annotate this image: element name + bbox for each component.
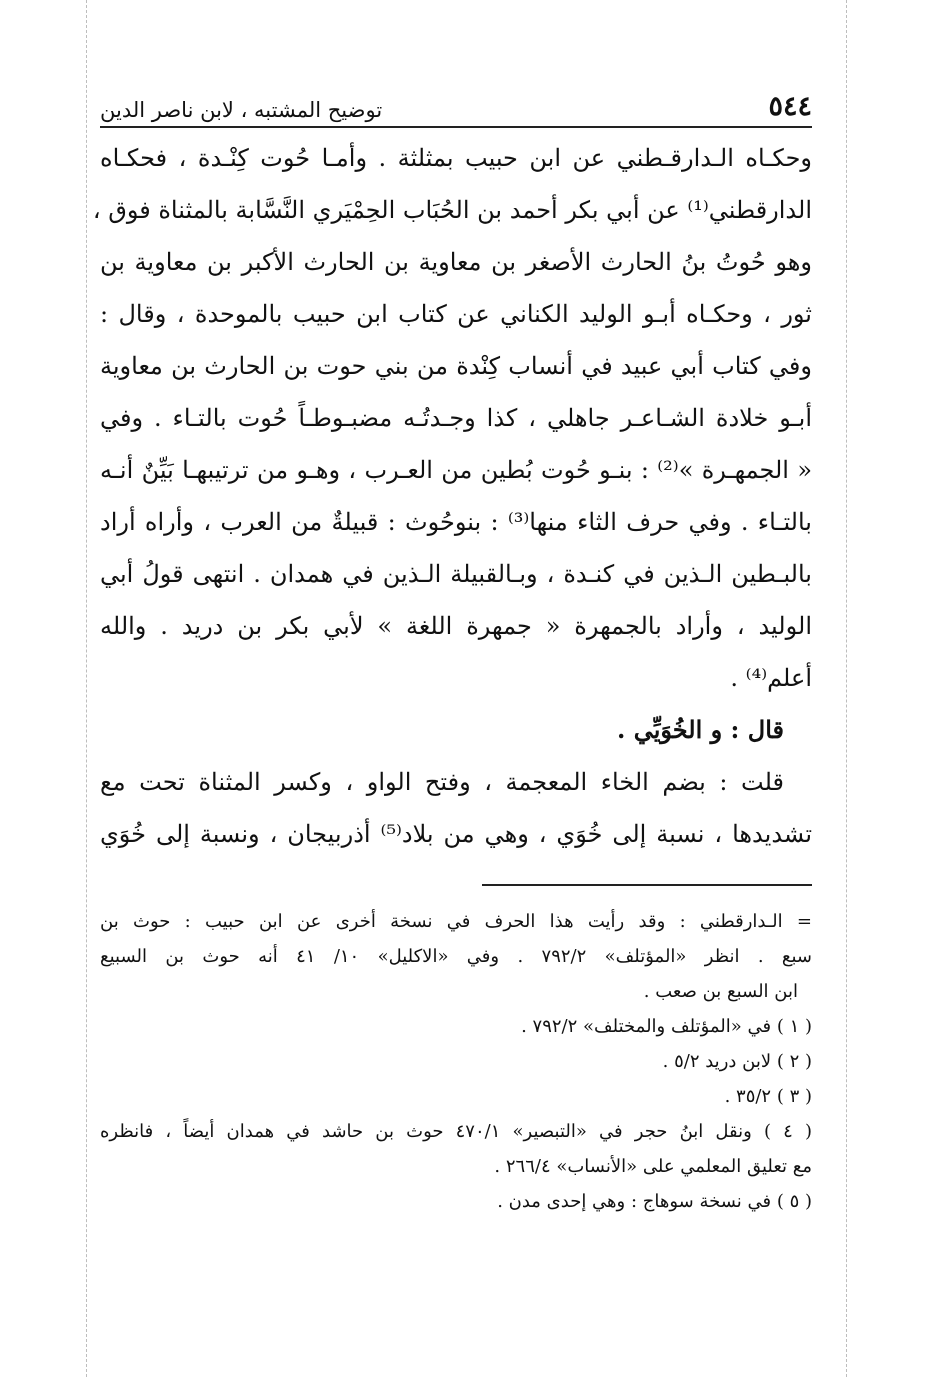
- page-header: [100, 80, 812, 128]
- running-title: توضيح المشتبه ، لابن ناصر الدين: [100, 98, 383, 122]
- body-text: [92, 132, 813, 860]
- footnote-continued-line: سبع . انظر «المؤتلف» ٧٩٢/٢ . وفي «الاكليل» ١٠/ ٤١ أنه حوث بن السبيع: [100, 946, 813, 967]
- page-number: ٥٤٤: [768, 91, 812, 122]
- body-line: بالبـطين الـذين في كنـدة ، وبـالقبيلة الـذين في همدان . انتهى قولُ أبي: [100, 560, 812, 588]
- scan-guide-right: [846, 0, 847, 1377]
- footnote-1: ( ١ ) في «المؤتلف والمختلف» ٧٩٢/٢ .: [521, 1016, 812, 1037]
- footnote-separator: [482, 884, 812, 886]
- footnote-4: ( ٤ ) ونقل ابنُ حجر في «التبصير» ٤٧٠/١ حوث بن حاشد في همدان أيضاً ، فانظره: [100, 1121, 813, 1142]
- body-line: « الجمهـرة »⁽²⁾ : بنـو حُوت بُطين من العـرب ، وهـو من ترتيبهـا بَيِّنٌ أنـه: [100, 456, 812, 484]
- footnote-3: ( ٣ ) ٣٥/٢ .: [724, 1086, 812, 1107]
- scan-guide-left: [86, 0, 87, 1377]
- body-line: قلت : بضم الخاء المعجمة ، وفتح الواو ، وكسر المثناة تحت مع: [100, 768, 784, 796]
- body-line: أعلم⁽⁴⁾ .: [730, 664, 812, 692]
- body-line: أبـو خلادة الشـاعـر جاهلي ، كذا وجـدتُـه مضبـوطـاً حُوت بالتـاء . وفي: [100, 404, 812, 432]
- body-line: وفي كتاب أبي عبيد في أنساب كِنْدة من بني حوت بن الحارث بن معاوية: [100, 352, 812, 380]
- body-line: وهو حُوتُ بنُ الحارث الأصغر بن معاوية بن الحارث الأكبر بن معاوية بن: [100, 248, 812, 276]
- body-line: ثور ، وحكـاه أبـو الوليد الكناني عن كتاب ابن حبيب بالموحدة ، وقال :: [100, 300, 812, 328]
- book-page: [92, 80, 813, 1219]
- footnotes: [100, 904, 812, 1219]
- footnote-2: ( ٢ ) لابن دريد ٥/٢ .: [662, 1051, 812, 1072]
- footnote-4-continued: مع تعليق المعلمي على «الأنساب» ٢٦٦/٤ .: [494, 1156, 812, 1177]
- entry-heading: قال : و الخُوَيِّي .: [616, 715, 784, 744]
- footnote-continued-line: = الـدارقطني : وقد رأيت هذا الحرف في نسخة أخرى عن ابن حبيب : حوث بن: [100, 911, 812, 932]
- body-line: تشديدها ، نسبة إلى خُوَي ، وهي من بلاد⁽⁵⁾ أذربيجان ، ونسبة إلى خُوَي: [100, 820, 813, 848]
- body-line: وحكـاه الـدارقـطني عن ابن حبيب بمثلثة . وأمـا حُوت كِنْـدة ، فحكـاه: [100, 144, 812, 172]
- body-line: الدارقطني⁽¹⁾ عن أبي بكر أحمد بن الحُبَاب الحِمْيَري النَّسَّابة بالمثناة فوق ،: [92, 196, 812, 224]
- footnote-5: ( ٥ ) في نسخة سوهاج : وهي إحدى مدن .: [497, 1191, 812, 1212]
- body-line: الوليد ، وأراد بالجمهرة « جمهرة اللغة » لأبي بكر بن دريد . والله: [100, 612, 812, 640]
- body-line: بالتـاء . وفي حرف الثاء منها⁽³⁾ : بنوحُوث : قبيلةٌ من العرب ، وأراه أراد: [100, 508, 812, 536]
- footnote-continued-line: ابن السبع بن صعب .: [643, 981, 798, 1002]
